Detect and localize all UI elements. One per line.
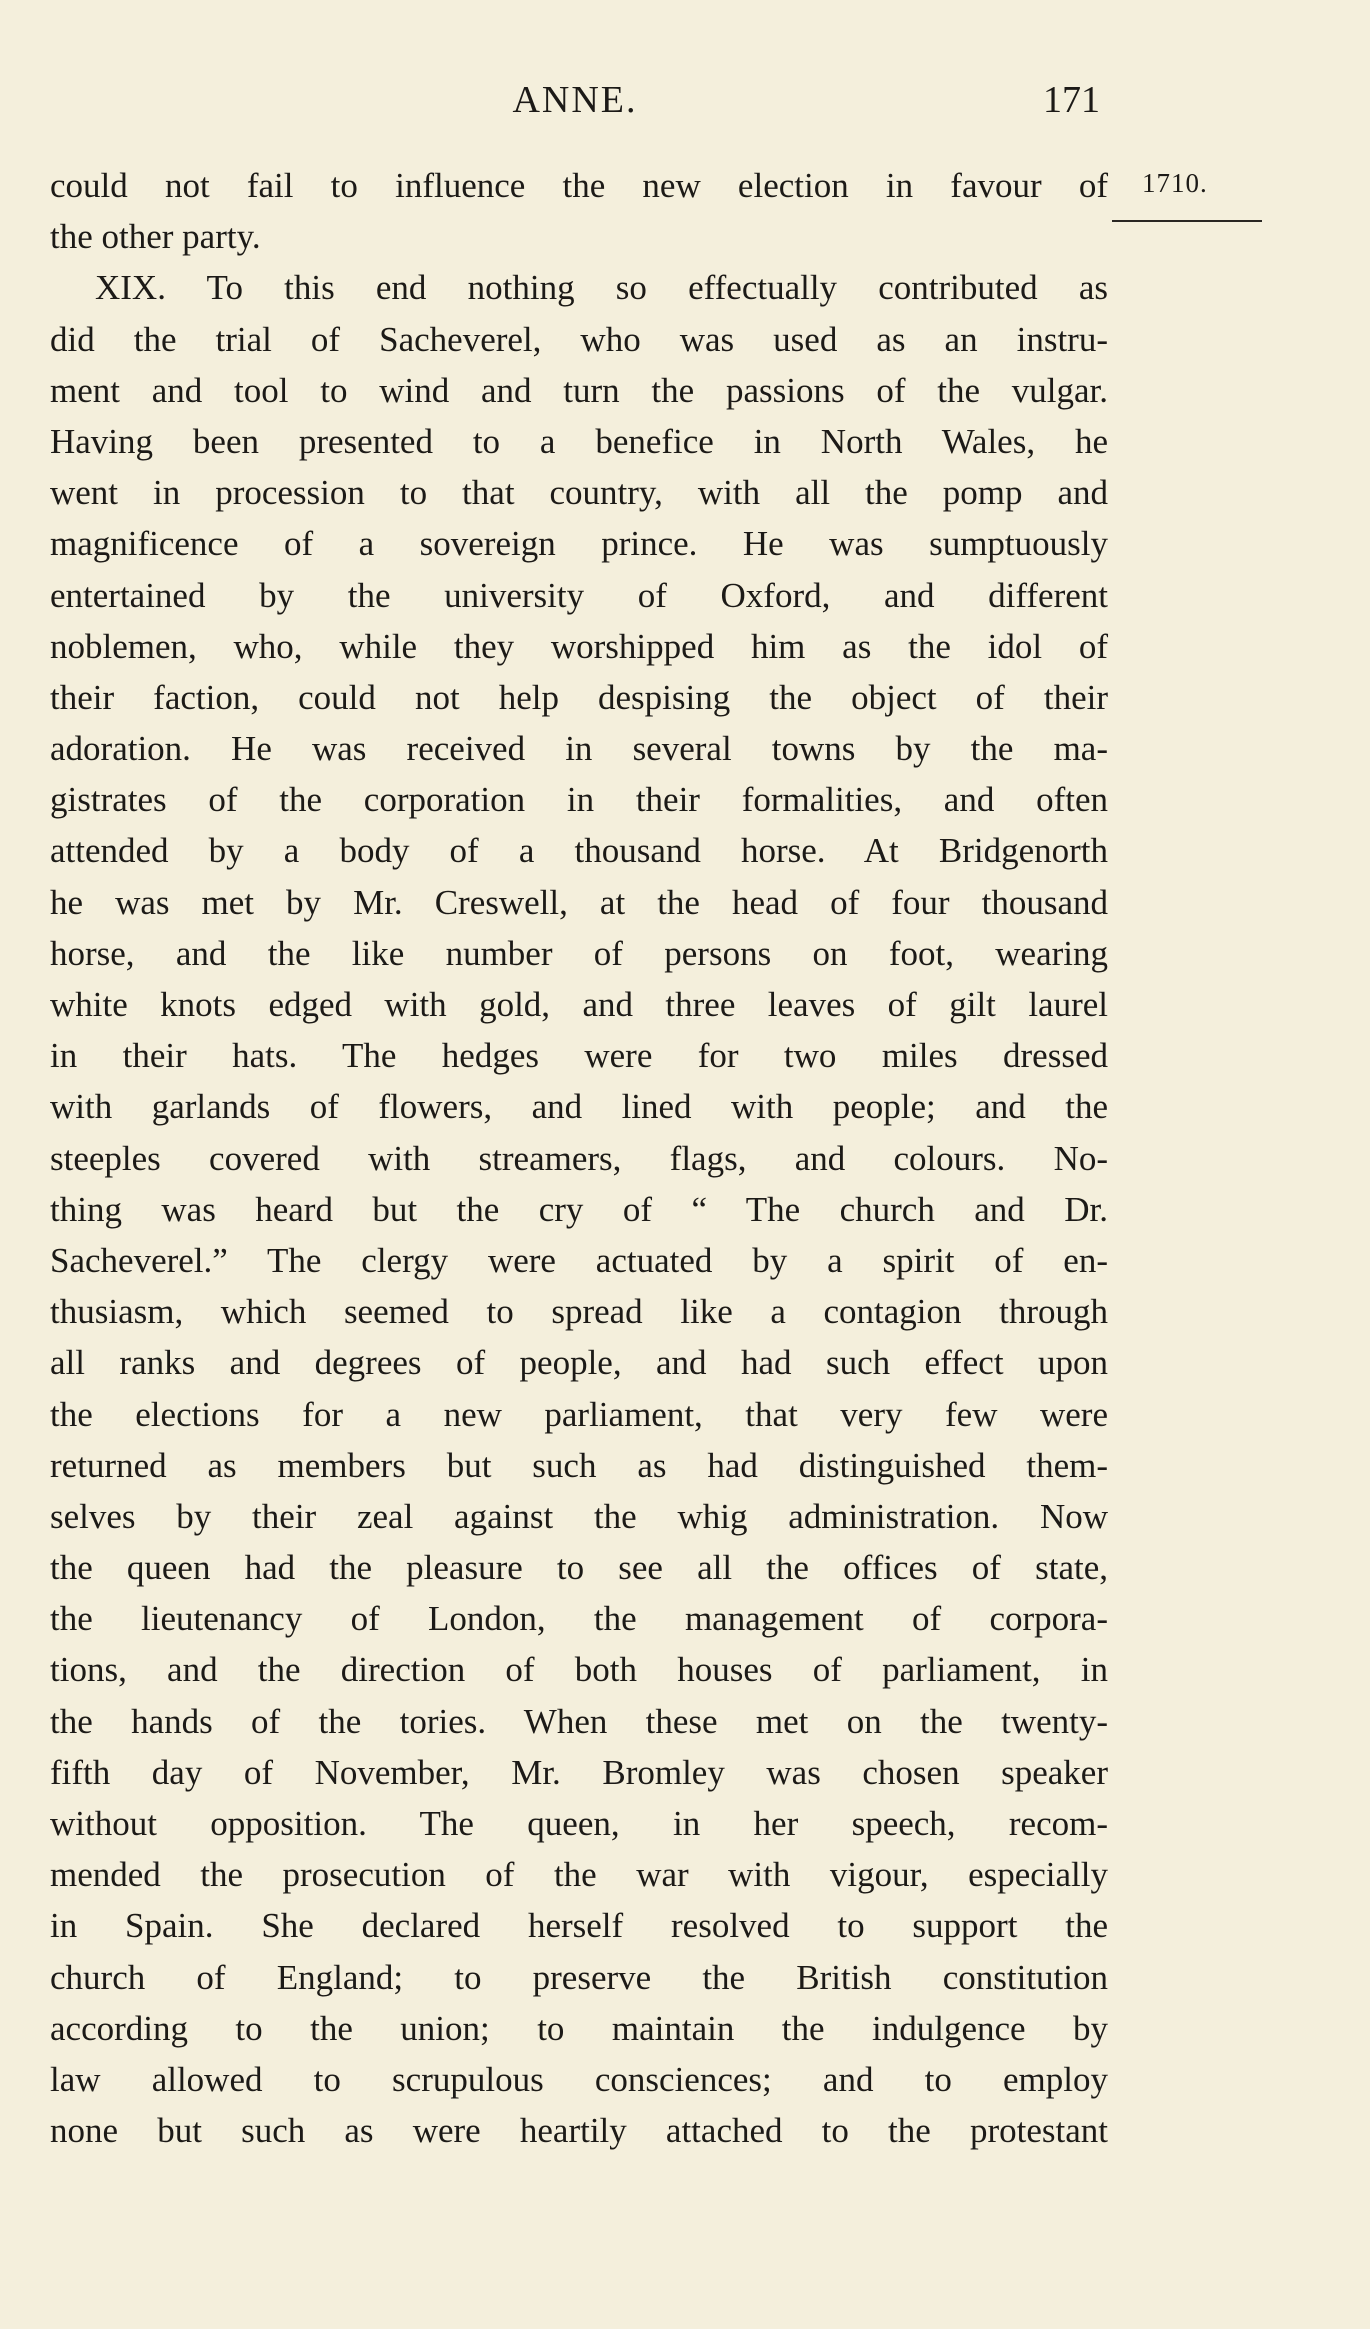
margin-year-note: 1710. [1142,168,1208,198]
running-head-title: ANNE. [512,79,638,121]
text-line: XIX. To this end nothing so effectually contributed as [95,268,1108,308]
running-head [50,78,1100,138]
text-line: ment and tool to wind and turn the passions of the vulgar. [50,370,1108,410]
text-line: he was met by Mr. Creswell, at the head of four thousand [50,882,1108,922]
text-line: the elections for a new parliament, that very few were [50,1394,1108,1434]
text-line: law allowed to scrupulous consciences; and to employ [50,2059,1108,2099]
text-line: gistrates of the corporation in their formalities, and often [50,780,1108,820]
text-line: thing was heard but the cry of “ The church and Dr. [50,1189,1108,1229]
text-line: the hands of the tories. When these met on the twenty- [50,1701,1108,1741]
text-line: Having been presented to a benefice in North Wales, he [50,421,1108,461]
text-line: magnificence of a sovereign prince. He was sumptuously [50,524,1108,564]
text-line: white knots edged with gold, and three leaves of gilt laurel [50,985,1108,1024]
text-line: noblemen, who, while they worshipped him as the idol of [50,626,1108,666]
text-line: the queen had the pleasure to see all the offices of state, [50,1548,1108,1588]
text-line: in their hats. The hedges were for two miles dressed [50,1036,1108,1076]
text-line: mended the prosecution of the war with vigour, especially [50,1855,1108,1895]
text-line: returned as members but such as had distinguished them- [50,1445,1108,1485]
text-line: Sacheverel.” The clergy were actuated by a spirit of en- [50,1240,1108,1280]
text-line: all ranks and degrees of people, and had such effect upon [50,1343,1108,1383]
margin-rule [1112,220,1262,222]
text-line: church of England; to preserve the British constitution [50,1957,1108,1997]
text-line: in Spain. She declared herself resolved to support the [50,1906,1108,1946]
text-line: went in procession to that country, with all the pomp and [50,473,1108,513]
text-line: according to the union; to maintain the indulgence by [50,2008,1108,2048]
text-line: the other party. [50,217,261,257]
text-line: tions, and the direction of both houses of parliament, in [50,1650,1108,1690]
text-line: did the trial of Sacheverel, who was used as an instru- [50,319,1108,359]
text-line: entertained by the university of Oxford, and different [50,575,1108,615]
page-number: 171 [1043,79,1100,121]
text-line: their faction, could not help despising the object of their [50,677,1108,717]
text-line: thusiasm, which seemed to spread like a contagion through [50,1292,1108,1332]
text-line: with garlands of flowers, and lined with people; and the [50,1087,1108,1127]
text-line: attended by a body of a thousand horse. At Bridgenorth [50,831,1108,871]
text-line: horse, and the like number of persons on foot, wearing [50,933,1108,973]
text-line: selves by their zeal against the whig administration. Now [50,1496,1108,1536]
text-line: none but such as were heartily attached to the protestant [50,2111,1108,2151]
text-line: steeples covered with streamers, flags, and colours. No- [50,1138,1108,1178]
body-text [50,160,1108,2156]
text-line: adoration. He was received in several towns by the ma- [50,729,1108,769]
text-line: without opposition. The queen, in her speech, recom- [50,1804,1108,1843]
text-line: could not fail to influence the new election in favour of [50,166,1108,205]
text-line: the lieutenancy of London, the management of corpora- [50,1599,1108,1639]
text-line: fifth day of November, Mr. Bromley was chosen speaker [50,1752,1108,1792]
